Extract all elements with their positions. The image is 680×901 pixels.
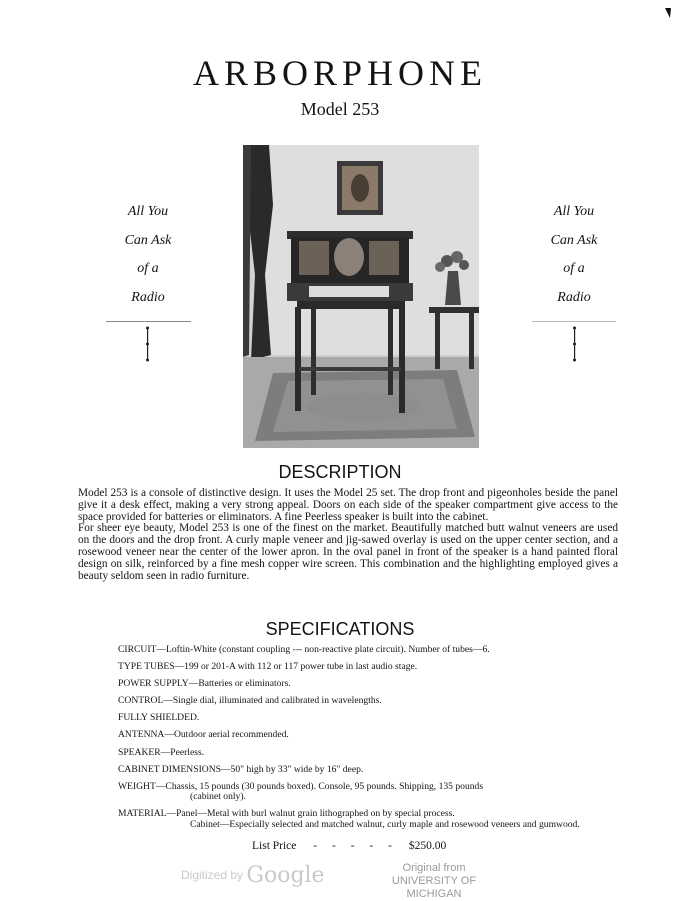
description-body	[78, 488, 618, 582]
spec-item: CONTROL—Single dial, illuminated and calibrated in wavelengths.	[118, 695, 382, 707]
spec-item: SPEAKER—Peerless.	[118, 746, 205, 758]
spec-item: POWER SUPPLY—Batteries or eliminators.	[118, 678, 291, 690]
tagline-line: Radio	[557, 289, 591, 305]
digitized-by-watermark: Digitized by Google	[181, 863, 325, 888]
specifications-list	[118, 645, 598, 837]
price-label: List Price	[252, 840, 297, 852]
spec-item: WEIGHT—Chassis, 15 pounds (30 pounds boxed). Console, 95 pounds. Shipping, 135 pounds (cabinet only).	[118, 782, 598, 803]
spec-item: FULLY SHIELDED.	[118, 712, 200, 724]
spec-item: TYPE TUBES—199 or 201-A with 112 or 117 power tube in last audio stage.	[118, 661, 418, 673]
spec-item: MATERIAL—Panel—Metal with burl walnut grain lithographed on by special process. Cabinet—Especially selected and matched walnut, curly maple and rosewood veneers and gumwood.	[118, 809, 598, 830]
radio-console-photo	[243, 145, 479, 448]
page-title: ARBORPHONE	[192, 53, 488, 93]
tagline-left	[98, 198, 198, 312]
corner-mark-icon	[665, 8, 671, 18]
divider-rule	[532, 321, 616, 322]
tagline-line: of a	[563, 261, 585, 276]
spec-item: CIRCUIT—Loftin-White (constant coupling --- non-reactive plate circuit). Number of tubes—6.	[118, 644, 490, 655]
tagline-line: All You	[553, 204, 595, 219]
list-price	[252, 840, 446, 852]
tagline-line: of a	[137, 261, 159, 276]
specifications-heading: SPECIFICATIONS	[265, 619, 415, 639]
source-attribution: Original from UNIVERSITY OF MICHIGAN	[391, 862, 477, 900]
divider-rule	[106, 321, 191, 322]
spec-continuation: (cabinet only).	[190, 791, 246, 803]
tagline-line: Can Ask	[124, 232, 172, 248]
ornament-icon	[573, 325, 576, 363]
description-paragraph: For sheer eye beauty, Model 253 is one of the finest on the market. Beautifully matched butt walnut veneers are used on the doors and the drop front. A curly maple veneer and jig-sawed overlay is used on the upper center section, and a rosewood veneer near the center of the lower apron. In the oval panel in front of the speaker is a hand painted floral design on silk, reinforced by a fine mesh copper wire screen. This combination and the highlighting employed gives a beauty seldom seen in radio furniture.	[78, 522, 618, 582]
google-logo: Google	[246, 863, 325, 888]
spec-continuation: Cabinet—Especially selected and matched walnut, curly maple and rosewood veneers and gumwood.	[190, 818, 580, 830]
tagline-line: Radio	[131, 289, 165, 305]
description-paragraph: Model 253 is a console of distinctive design. It uses the Model 25 set. The drop front and pigeonholes beside the panel give it a desk effect, making a very strong appeal. Doors on each side of the speaker compartment give access to the space provided for batteries or eliminators. A fine Peerless speaker is built into the cabinet.	[78, 487, 618, 523]
tagline-line: All You	[127, 204, 169, 219]
spec-item: CABINET DIMENSIONS—50" high by 33" wide by 16" deep.	[118, 763, 364, 775]
description-heading: DESCRIPTION	[278, 462, 402, 482]
tagline-right	[524, 198, 624, 312]
tagline-line: Can Ask	[550, 232, 598, 248]
spec-item: ANTENNA—Outdoor aerial recommended.	[118, 729, 289, 741]
ornament-icon	[146, 325, 149, 363]
model-subtitle: Model 253	[300, 99, 380, 119]
price-leader: - - - - -	[313, 840, 398, 852]
price-value: $250.00	[408, 840, 447, 852]
